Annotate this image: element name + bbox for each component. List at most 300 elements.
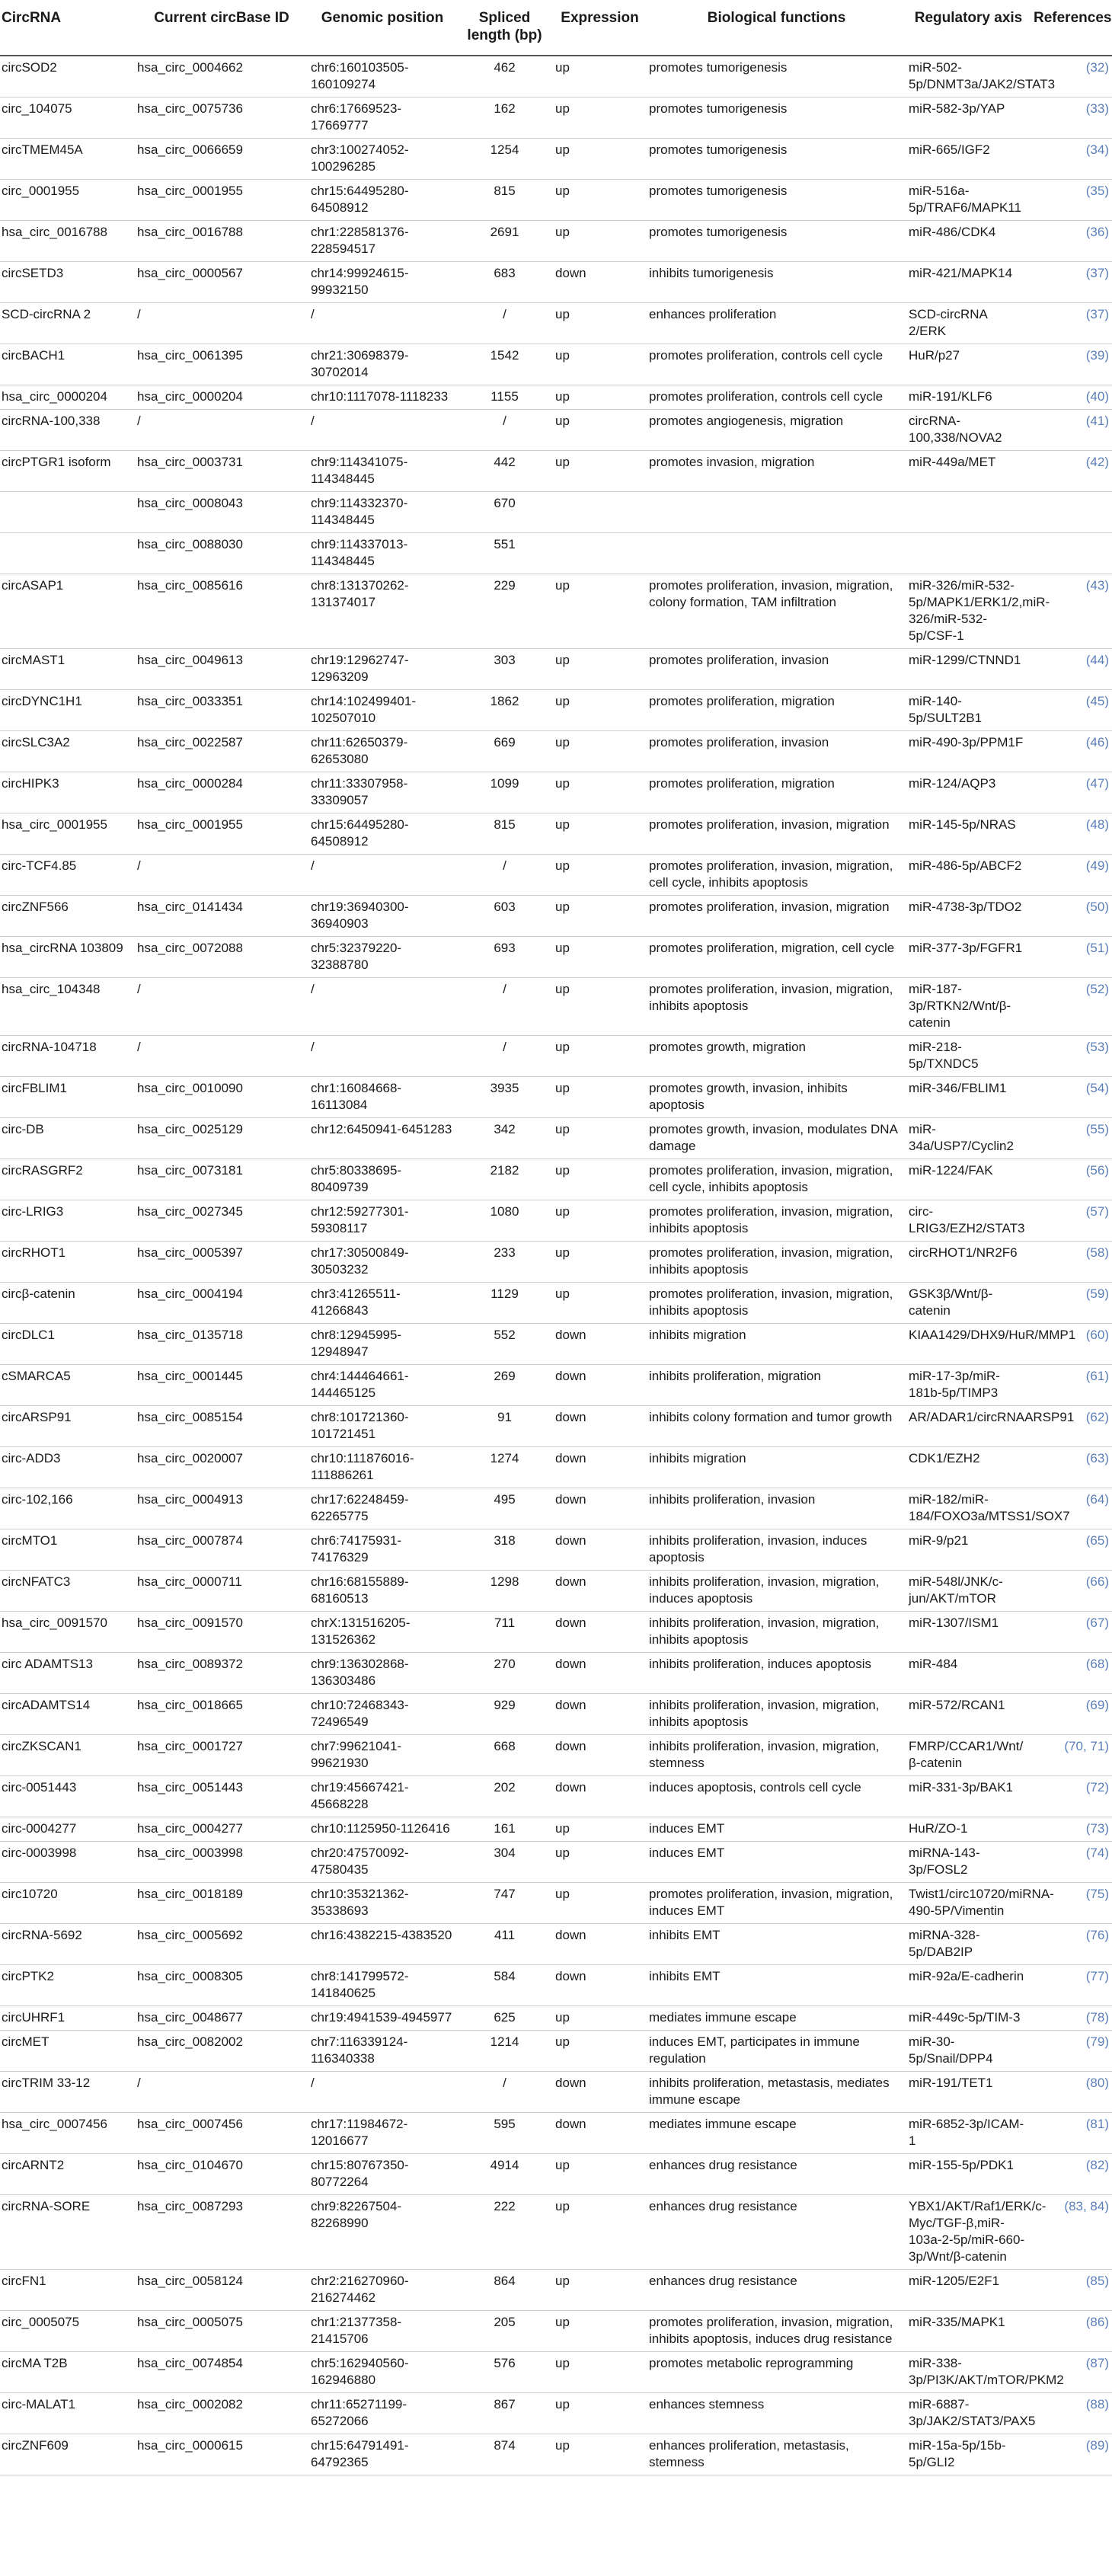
circrna-name-cell: circRASGRF2 <box>0 1159 135 1200</box>
expression-cell: up <box>553 574 647 649</box>
circrna-name-cell: hsa_circ_0001955 <box>0 813 135 855</box>
regulatory-axis-cell: miRNA-328-5p/DAB2IP <box>906 1924 1031 1965</box>
spliced-length-cell: 874 <box>456 2434 553 2475</box>
circrna-name-cell <box>0 492 135 533</box>
expression-cell: down <box>553 1447 647 1488</box>
reference-cell[interactable]: (70, 71) <box>1031 1735 1112 1776</box>
circbase-id-cell: hsa_circ_0003998 <box>135 1842 308 1883</box>
circbase-id-cell: hsa_circ_0001955 <box>135 813 308 855</box>
genomic-position-cell: chr12:59277301-59308117 <box>308 1200 456 1242</box>
expression-cell: up <box>553 772 647 813</box>
expression-cell: up <box>553 2311 647 2352</box>
circbase-id-cell: hsa_circ_0066659 <box>135 139 308 180</box>
reference-cell[interactable]: (72) <box>1031 1776 1112 1817</box>
reference-cell[interactable]: (32) <box>1031 56 1112 97</box>
spliced-length-cell: 2182 <box>456 1159 553 1200</box>
reference-cell[interactable]: (77) <box>1031 1965 1112 2006</box>
genomic-position-cell: chr9:114337013-114348445 <box>308 533 456 574</box>
genomic-position-cell: chr10:72468343-72496549 <box>308 1694 456 1735</box>
genomic-position-cell: chr1:228581376-228594517 <box>308 221 456 262</box>
regulatory-axis-cell: miR-140-5p/SULT2B1 <box>906 690 1031 731</box>
expression-cell: up <box>553 2154 647 2195</box>
circbase-id-cell: hsa_circ_0104670 <box>135 2154 308 2195</box>
spliced-length-cell: 1254 <box>456 139 553 180</box>
regulatory-axis-cell: miR-449a/MET <box>906 451 1031 492</box>
table-row <box>0 2352 1112 2393</box>
expression-cell: up <box>553 1283 647 1324</box>
genomic-position-cell: / <box>308 978 456 1036</box>
circbase-id-cell: hsa_circ_0058124 <box>135 2270 308 2311</box>
table-row <box>0 1571 1112 1612</box>
expression-cell: up <box>553 451 647 492</box>
circrna-name-cell: circMTO1 <box>0 1529 135 1571</box>
table-row <box>0 1077 1112 1118</box>
circrna-name-cell: circ-0051443 <box>0 1776 135 1817</box>
reference-cell[interactable]: (53) <box>1031 1036 1112 1077</box>
genomic-position-cell: chr11:33307958-33309057 <box>308 772 456 813</box>
biological-functions-cell: promotes tumorigenesis <box>647 180 906 221</box>
biological-functions-cell: induces EMT <box>647 1817 906 1842</box>
circrna-name-cell: circZNF566 <box>0 896 135 937</box>
biological-functions-cell: promotes proliferation, migration <box>647 690 906 731</box>
genomic-position-cell: chrX:131516205-131526362 <box>308 1612 456 1653</box>
genomic-position-cell: chr10:1117078-1118233 <box>308 385 456 410</box>
genomic-position-cell: chr14:102499401-102507010 <box>308 690 456 731</box>
spliced-length-cell: 1099 <box>456 772 553 813</box>
expression-cell: up <box>553 2434 647 2475</box>
genomic-position-cell: chr7:116339124-116340338 <box>308 2031 456 2072</box>
table-row <box>0 1406 1112 1447</box>
table-row <box>0 1488 1112 1529</box>
spliced-length-cell: 1862 <box>456 690 553 731</box>
reference-cell[interactable]: (87) <box>1031 2352 1112 2393</box>
table-row <box>0 690 1112 731</box>
circbase-id-cell: hsa_circ_0135718 <box>135 1324 308 1365</box>
biological-functions-cell: enhances proliferation, metastasis, stemness <box>647 2434 906 2475</box>
expression-cell: up <box>553 180 647 221</box>
reference-cell[interactable]: (49) <box>1031 855 1112 896</box>
genomic-position-cell: chr10:111876016-111886261 <box>308 1447 456 1488</box>
circrna-name-cell: circβ-catenin <box>0 1283 135 1324</box>
spliced-length-cell: 462 <box>456 56 553 97</box>
regulatory-axis-cell: AR/ADAR1/circRNAARSP91 <box>906 1406 1031 1447</box>
regulatory-axis-cell: miR-30-5p/Snail/DPP4 <box>906 2031 1031 2072</box>
reference-cell[interactable]: (52) <box>1031 978 1112 1036</box>
reference-cell[interactable]: (41) <box>1031 410 1112 451</box>
reference-cell[interactable]: (64) <box>1031 1488 1112 1529</box>
circrna-name-cell: circMA T2B <box>0 2352 135 2393</box>
circbase-id-cell: hsa_circ_0004662 <box>135 56 308 97</box>
genomic-position-cell: chr17:11984672-12016677 <box>308 2113 456 2154</box>
circbase-id-cell: hsa_circ_0072088 <box>135 937 308 978</box>
reference-cell[interactable]: (88) <box>1031 2393 1112 2434</box>
expression-cell: up <box>553 139 647 180</box>
regulatory-axis-cell: miR-548l/JNK/c-jun/AKT/mTOR <box>906 1571 1031 1612</box>
genomic-position-cell: chr3:41265511-41266843 <box>308 1283 456 1324</box>
biological-functions-cell: promotes growth, invasion, modulates DNA damage <box>647 1118 906 1159</box>
circrna-name-cell: hsa_circ_0000204 <box>0 385 135 410</box>
genomic-position-cell: chr11:65271199-65272066 <box>308 2393 456 2434</box>
regulatory-axis-cell: miR-6852-3p/ICAM-1 <box>906 2113 1031 2154</box>
table-row <box>0 649 1112 690</box>
regulatory-axis-cell: miR-1307/ISM1 <box>906 1612 1031 1653</box>
biological-functions-cell: mediates immune escape <box>647 2006 906 2031</box>
spliced-length-cell: 551 <box>456 533 553 574</box>
biological-functions-cell: promotes proliferation, invasion, migration <box>647 896 906 937</box>
expression-cell: up <box>553 2393 647 2434</box>
regulatory-axis-cell: miR-572/RCAN1 <box>906 1694 1031 1735</box>
spliced-length-cell: 303 <box>456 649 553 690</box>
regulatory-axis-cell: miR-484 <box>906 1653 1031 1694</box>
table-row <box>0 344 1112 385</box>
regulatory-axis-cell: miR-218-5p/TXNDC5 <box>906 1036 1031 1077</box>
regulatory-axis-cell: miR-502-5p/DNMT3a/JAK2/STAT3 <box>906 56 1031 97</box>
reference-cell[interactable]: (44) <box>1031 649 1112 690</box>
circrna-name-cell: circRNA-SORE <box>0 2195 135 2270</box>
spliced-length-cell: 304 <box>456 1842 553 1883</box>
expression-cell: up <box>553 649 647 690</box>
circrna-name-cell: hsa_circ_0091570 <box>0 1612 135 1653</box>
reference-cell[interactable]: (56) <box>1031 1159 1112 1200</box>
reference-cell[interactable]: (83, 84) <box>1031 2195 1112 2270</box>
reference-cell[interactable]: (55) <box>1031 1118 1112 1159</box>
spliced-length-cell: / <box>456 978 553 1036</box>
spliced-length-cell: 683 <box>456 262 553 303</box>
reference-cell[interactable]: (50) <box>1031 896 1112 937</box>
biological-functions-cell <box>647 533 906 574</box>
table-row <box>0 410 1112 451</box>
expression-cell: up <box>553 2006 647 2031</box>
expression-cell: up <box>553 1036 647 1077</box>
genomic-position-cell: / <box>308 410 456 451</box>
spliced-length-cell: 625 <box>456 2006 553 2031</box>
regulatory-axis-cell: miR-421/MAPK14 <box>906 262 1031 303</box>
biological-functions-cell: promotes proliferation, invasion, migration, induces EMT <box>647 1883 906 1924</box>
expression-cell: down <box>553 1365 647 1406</box>
regulatory-axis-cell: SCD-circRNA 2/ERK <box>906 303 1031 344</box>
biological-functions-cell: inhibits proliferation, metastasis, mediates immune escape <box>647 2072 906 2113</box>
genomic-position-cell: chr6:17669523-17669777 <box>308 97 456 139</box>
expression-cell: up <box>553 2195 647 2270</box>
reference-cell[interactable]: (61) <box>1031 1365 1112 1406</box>
reference-cell[interactable]: (46) <box>1031 731 1112 772</box>
regulatory-axis-cell: miR-338-3p/PI3K/AKT/mTOR/PKM2 <box>906 2352 1031 2393</box>
circbase-id-cell: hsa_circ_0000615 <box>135 2434 308 2475</box>
circbase-id-cell: hsa_circ_0000711 <box>135 1571 308 1612</box>
header-biological-functions: Biological functions <box>647 0 906 56</box>
reference-cell[interactable]: (57) <box>1031 1200 1112 1242</box>
biological-functions-cell: promotes proliferation, invasion, migration, cell cycle, inhibits apoptosis <box>647 1159 906 1200</box>
spliced-length-cell: 669 <box>456 731 553 772</box>
circbase-id-cell: hsa_circ_0001955 <box>135 180 308 221</box>
reference-cell[interactable]: (80) <box>1031 2072 1112 2113</box>
circrna-name-cell: circTRIM 33-12 <box>0 2072 135 2113</box>
table-row <box>0 492 1112 533</box>
circbase-id-cell: hsa_circ_0008043 <box>135 492 308 533</box>
biological-functions-cell: inhibits proliferation, migration <box>647 1365 906 1406</box>
reference-cell[interactable]: (79) <box>1031 2031 1112 2072</box>
circrna-name-cell: hsa_circ_0016788 <box>0 221 135 262</box>
reference-cell[interactable]: (65) <box>1031 1529 1112 1571</box>
spliced-length-cell: 1155 <box>456 385 553 410</box>
expression-cell: down <box>553 1735 647 1776</box>
table-header-row <box>0 0 1112 56</box>
reference-cell[interactable]: (69) <box>1031 1694 1112 1735</box>
expression-cell: down <box>553 1406 647 1447</box>
regulatory-axis-cell: miR-15a-5p/15b-5p/GLI2 <box>906 2434 1031 2475</box>
expression-cell: up <box>553 978 647 1036</box>
genomic-position-cell: chr10:1125950-1126416 <box>308 1817 456 1842</box>
biological-functions-cell: inhibits EMT <box>647 1924 906 1965</box>
spliced-length-cell: 318 <box>456 1529 553 1571</box>
expression-cell: down <box>553 1488 647 1529</box>
spliced-length-cell: 1542 <box>456 344 553 385</box>
circrna-name-cell: circFN1 <box>0 2270 135 2311</box>
circrna-name-cell: circ-LRIG3 <box>0 1200 135 1242</box>
biological-functions-cell: promotes invasion, migration <box>647 451 906 492</box>
reference-cell[interactable]: (36) <box>1031 221 1112 262</box>
circbase-id-cell: / <box>135 978 308 1036</box>
biological-functions-cell: promotes proliferation, invasion, migration, inhibits apoptosis <box>647 978 906 1036</box>
table-row <box>0 2195 1112 2270</box>
biological-functions-cell: promotes proliferation, migration <box>647 772 906 813</box>
genomic-position-cell: chr8:141799572-141840625 <box>308 1965 456 2006</box>
expression-cell: up <box>553 1118 647 1159</box>
reference-cell[interactable]: (45) <box>1031 690 1112 731</box>
reference-cell[interactable]: (48) <box>1031 813 1112 855</box>
regulatory-axis-cell: miR-665/IGF2 <box>906 139 1031 180</box>
spliced-length-cell: 161 <box>456 1817 553 1842</box>
reference-cell[interactable]: (43) <box>1031 574 1112 649</box>
genomic-position-cell: chr19:36940300-36940903 <box>308 896 456 937</box>
reference-cell[interactable]: (82) <box>1031 2154 1112 2195</box>
biological-functions-cell: promotes proliferation, invasion, migration, colony formation, TAM infiltration <box>647 574 906 649</box>
expression-cell: up <box>553 855 647 896</box>
genomic-position-cell: chr11:62650379-62653080 <box>308 731 456 772</box>
table-row <box>0 1118 1112 1159</box>
reference-cell[interactable]: (76) <box>1031 1924 1112 1965</box>
circbase-id-cell: hsa_circ_0091570 <box>135 1612 308 1653</box>
regulatory-axis-cell: miR-191/TET1 <box>906 2072 1031 2113</box>
circbase-id-cell: hsa_circ_0020007 <box>135 1447 308 1488</box>
reference-cell[interactable]: (34) <box>1031 139 1112 180</box>
table-row <box>0 2311 1112 2352</box>
expression-cell <box>553 492 647 533</box>
circrna-name-cell: circ_104075 <box>0 97 135 139</box>
reference-cell[interactable]: (37) <box>1031 262 1112 303</box>
spliced-length-cell: 929 <box>456 1694 553 1735</box>
reference-cell[interactable]: (60) <box>1031 1324 1112 1365</box>
reference-cell[interactable]: (73) <box>1031 1817 1112 1842</box>
regulatory-axis-cell: GSK3β/Wnt/β-catenin <box>906 1283 1031 1324</box>
genomic-position-cell: chr3:100274052-100296285 <box>308 139 456 180</box>
reference-cell[interactable]: (81) <box>1031 2113 1112 2154</box>
biological-functions-cell <box>647 492 906 533</box>
reference-cell[interactable]: (68) <box>1031 1653 1112 1694</box>
reference-cell[interactable]: (85) <box>1031 2270 1112 2311</box>
circrna-name-cell: circZNF609 <box>0 2434 135 2475</box>
regulatory-axis-cell: miR-124/AQP3 <box>906 772 1031 813</box>
circbase-id-cell: hsa_circ_0088030 <box>135 533 308 574</box>
reference-cell[interactable]: (67) <box>1031 1612 1112 1653</box>
table-row <box>0 1324 1112 1365</box>
spliced-length-cell: 815 <box>456 180 553 221</box>
circbase-id-cell: hsa_circ_0073181 <box>135 1159 308 1200</box>
circrna-name-cell: circPTK2 <box>0 1965 135 2006</box>
circbase-id-cell: hsa_circ_0141434 <box>135 896 308 937</box>
circrna-name-cell: circMET <box>0 2031 135 2072</box>
biological-functions-cell: promotes tumorigenesis <box>647 221 906 262</box>
circbase-id-cell: hsa_circ_0027345 <box>135 1200 308 1242</box>
reference-cell[interactable]: (86) <box>1031 2311 1112 2352</box>
reference-cell[interactable]: (59) <box>1031 1283 1112 1324</box>
spliced-length-cell: 2691 <box>456 221 553 262</box>
circbase-id-cell: hsa_circ_0051443 <box>135 1776 308 1817</box>
circbase-id-cell: hsa_circ_0087293 <box>135 2195 308 2270</box>
regulatory-axis-cell: circRHOT1/NR2F6 <box>906 1242 1031 1283</box>
expression-cell: up <box>553 410 647 451</box>
regulatory-axis-cell: CDK1/EZH2 <box>906 1447 1031 1488</box>
regulatory-axis-cell: miR-191/KLF6 <box>906 385 1031 410</box>
header-circbase-id: Current circBase ID <box>135 0 308 56</box>
reference-cell[interactable]: (35) <box>1031 180 1112 221</box>
genomic-position-cell: chr1:21377358-21415706 <box>308 2311 456 2352</box>
reference-cell[interactable]: (89) <box>1031 2434 1112 2475</box>
biological-functions-cell: promotes proliferation, controls cell cycle <box>647 385 906 410</box>
biological-functions-cell: induces EMT, participates in immune regulation <box>647 2031 906 2072</box>
genomic-position-cell: chr4:144464661-144465125 <box>308 1365 456 1406</box>
reference-cell[interactable] <box>1031 533 1112 574</box>
genomic-position-cell: chr14:99924615-99932150 <box>308 262 456 303</box>
circbase-id-cell: hsa_circ_0018665 <box>135 1694 308 1735</box>
circrna-name-cell: circSOD2 <box>0 56 135 97</box>
regulatory-axis-cell: miR-346/FBLIM1 <box>906 1077 1031 1118</box>
circrna-name-cell: circASAP1 <box>0 574 135 649</box>
reference-cell[interactable]: (54) <box>1031 1077 1112 1118</box>
reference-cell[interactable]: (66) <box>1031 1571 1112 1612</box>
table-row <box>0 180 1112 221</box>
spliced-length-cell: 595 <box>456 2113 553 2154</box>
regulatory-axis-cell: miR-1299/CTNND1 <box>906 649 1031 690</box>
biological-functions-cell: enhances drug resistance <box>647 2270 906 2311</box>
biological-functions-cell: enhances drug resistance <box>647 2195 906 2270</box>
reference-cell[interactable]: (58) <box>1031 1242 1112 1283</box>
spliced-length-cell: 693 <box>456 937 553 978</box>
spliced-length-cell: 1214 <box>456 2031 553 2072</box>
regulatory-axis-cell: FMRP/CCAR1/Wnt/β-catenin <box>906 1735 1031 1776</box>
expression-cell: up <box>553 97 647 139</box>
reference-cell[interactable] <box>1031 492 1112 533</box>
table-row <box>0 731 1112 772</box>
genomic-position-cell: chr21:30698379-30702014 <box>308 344 456 385</box>
biological-functions-cell: promotes growth, migration <box>647 1036 906 1077</box>
circrna-name-cell: circDYNC1H1 <box>0 690 135 731</box>
circbase-id-cell: hsa_circ_0000204 <box>135 385 308 410</box>
circrna-name-cell: circSETD3 <box>0 262 135 303</box>
reference-cell[interactable]: (75) <box>1031 1883 1112 1924</box>
biological-functions-cell: inhibits EMT <box>647 1965 906 2006</box>
reference-cell[interactable]: (47) <box>1031 772 1112 813</box>
table-row <box>0 221 1112 262</box>
expression-cell: down <box>553 1694 647 1735</box>
circbase-id-cell: hsa_circ_0082002 <box>135 2031 308 2072</box>
circrna-name-cell: circNFATC3 <box>0 1571 135 1612</box>
regulatory-axis-cell: miR-1205/E2F1 <box>906 2270 1031 2311</box>
table-row <box>0 1842 1112 1883</box>
biological-functions-cell: inhibits proliferation, invasion, migration, induces apoptosis <box>647 1571 906 1612</box>
circbase-id-cell: hsa_circ_0000567 <box>135 262 308 303</box>
circrna-name-cell: circDLC1 <box>0 1324 135 1365</box>
biological-functions-cell: promotes proliferation, invasion, migration, cell cycle, inhibits apoptosis <box>647 855 906 896</box>
reference-cell[interactable]: (63) <box>1031 1447 1112 1488</box>
reference-cell[interactable]: (62) <box>1031 1406 1112 1447</box>
spliced-length-cell: 269 <box>456 1365 553 1406</box>
circrna-name-cell: circ-ADD3 <box>0 1447 135 1488</box>
table-row <box>0 813 1112 855</box>
circrna-name-cell: circ_0001955 <box>0 180 135 221</box>
circbase-id-cell: hsa_circ_0004277 <box>135 1817 308 1842</box>
reference-cell[interactable]: (40) <box>1031 385 1112 410</box>
table-row <box>0 139 1112 180</box>
reference-cell[interactable]: (78) <box>1031 2006 1112 2031</box>
expression-cell: down <box>553 1776 647 1817</box>
expression-cell: up <box>553 1242 647 1283</box>
regulatory-axis-cell: miR-155-5p/PDK1 <box>906 2154 1031 2195</box>
table-row <box>0 2031 1112 2072</box>
biological-functions-cell: induces EMT <box>647 1842 906 1883</box>
circrna-name-cell: hsa_circ_0007456 <box>0 2113 135 2154</box>
reference-cell[interactable]: (33) <box>1031 97 1112 139</box>
circbase-id-cell: hsa_circ_0002082 <box>135 2393 308 2434</box>
circrna-name-cell: circ-0004277 <box>0 1817 135 1842</box>
genomic-position-cell: chr19:12962747-12963209 <box>308 649 456 690</box>
biological-functions-cell: promotes growth, invasion, inhibits apoptosis <box>647 1077 906 1118</box>
genomic-position-cell: chr2:216270960-216274462 <box>308 2270 456 2311</box>
reference-cell[interactable]: (51) <box>1031 937 1112 978</box>
circbase-id-cell: hsa_circ_0018189 <box>135 1883 308 1924</box>
genomic-position-cell: chr15:64495280-64508912 <box>308 180 456 221</box>
circbase-id-cell: / <box>135 410 308 451</box>
table-row <box>0 1817 1112 1842</box>
circbase-id-cell: hsa_circ_0005075 <box>135 2311 308 2352</box>
reference-cell[interactable]: (42) <box>1031 451 1112 492</box>
expression-cell: up <box>553 937 647 978</box>
circrna-name-cell <box>0 533 135 574</box>
circrna-name-cell: SCD-circRNA 2 <box>0 303 135 344</box>
biological-functions-cell: inhibits tumorigenesis <box>647 262 906 303</box>
regulatory-axis-cell: Twist1/circ10720/miRNA-490-5P/Vimentin <box>906 1883 1031 1924</box>
circrna-name-cell: circFBLIM1 <box>0 1077 135 1118</box>
spliced-length-cell: 495 <box>456 1488 553 1529</box>
spliced-length-cell: 603 <box>456 896 553 937</box>
reference-cell[interactable]: (37) <box>1031 303 1112 344</box>
circrna-name-cell: circSLC3A2 <box>0 731 135 772</box>
reference-cell[interactable]: (39) <box>1031 344 1112 385</box>
regulatory-axis-cell: circRNA-100,338/NOVA2 <box>906 410 1031 451</box>
table-row <box>0 2006 1112 2031</box>
circbase-id-cell: hsa_circ_0010090 <box>135 1077 308 1118</box>
circbase-id-cell: hsa_circ_0005397 <box>135 1242 308 1283</box>
table-row <box>0 262 1112 303</box>
expression-cell: up <box>553 813 647 855</box>
table-row <box>0 1365 1112 1406</box>
genomic-position-cell: chr6:160103505-160109274 <box>308 56 456 97</box>
regulatory-axis-cell: HuR/p27 <box>906 344 1031 385</box>
circbase-id-cell: hsa_circ_0001445 <box>135 1365 308 1406</box>
circbase-id-cell: hsa_circ_0004913 <box>135 1488 308 1529</box>
genomic-position-cell: chr15:80767350-80772264 <box>308 2154 456 2195</box>
reference-cell[interactable]: (74) <box>1031 1842 1112 1883</box>
